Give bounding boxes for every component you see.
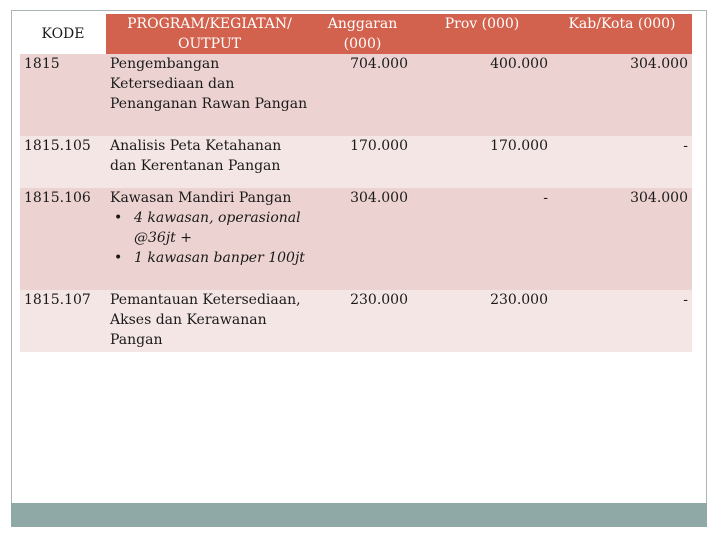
- table-row: [20, 188, 692, 290]
- header-anggaran: Anggaran (000): [313, 14, 412, 54]
- table-row: [20, 290, 692, 352]
- bullet-text: 4 kawasan, operasional @36jt +: [134, 210, 301, 246]
- header-program: PROGRAM/KEGIATAN/ OUTPUT: [106, 14, 313, 54]
- bullet-icon: •: [114, 250, 123, 266]
- row-kode: 1815.105: [20, 136, 106, 188]
- header-prov: Prov (000): [412, 14, 552, 54]
- row-prov: 170.000: [412, 136, 552, 188]
- row-program-cell: [106, 188, 313, 290]
- row-anggaran: 230.000: [313, 290, 412, 352]
- bullet-text: 1 kawasan banper 100jt: [134, 250, 305, 266]
- row-program: Pemantauan Ketersediaan, Akses dan Kerawanan Pangan: [106, 290, 313, 352]
- header-kode: KODE: [20, 14, 106, 54]
- table-row: [20, 136, 692, 188]
- row-anggaran: 704.000: [313, 54, 412, 136]
- list-item: [110, 248, 309, 268]
- list-item: [110, 208, 309, 248]
- row-kode: 1815.106: [20, 188, 106, 290]
- table-row: [20, 54, 692, 136]
- row-kab: -: [552, 136, 692, 188]
- header-kab: Kab/Kota (000): [552, 14, 692, 54]
- row-anggaran: 304.000: [313, 188, 412, 290]
- row-kab: 304.000: [552, 54, 692, 136]
- row-program: Analisis Peta Ketahanan dan Kerentanan Pangan: [106, 136, 313, 188]
- row-program: Pengembangan Ketersediaan dan Penanganan Rawan Pangan: [106, 54, 313, 136]
- row-prov: 400.000: [412, 54, 552, 136]
- row-prov: -: [412, 188, 552, 290]
- row-anggaran: 170.000: [313, 136, 412, 188]
- row-kab: -: [552, 290, 692, 352]
- row-program: Kawasan Mandiri Pangan: [110, 190, 292, 206]
- row-kode: 1815.107: [20, 290, 106, 352]
- bullet-list: [110, 208, 309, 268]
- table-header-row: [20, 14, 692, 54]
- row-kode: 1815: [20, 54, 106, 136]
- footer-bar: [11, 503, 707, 527]
- row-prov: 230.000: [412, 290, 552, 352]
- budget-table: [20, 14, 692, 352]
- row-kab: 304.000: [552, 188, 692, 290]
- bullet-icon: •: [114, 210, 123, 226]
